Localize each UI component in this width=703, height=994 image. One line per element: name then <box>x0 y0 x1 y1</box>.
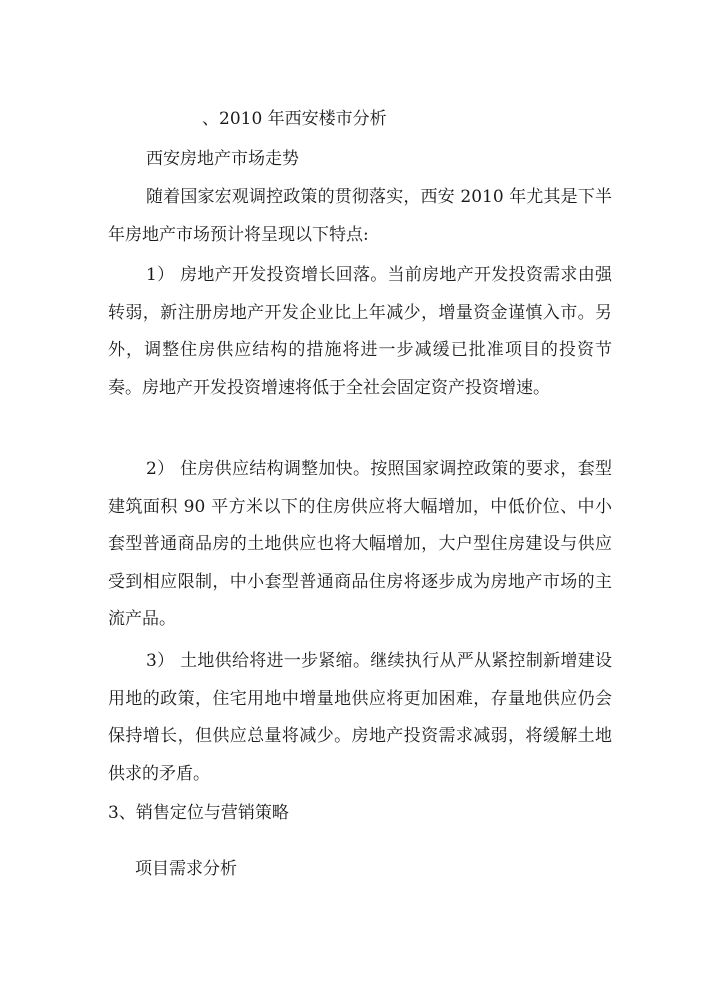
point-3-paragraph: 3） 土地供给将进一步紧缩。继续执行从严从紧控制新增建设用地的政策，住宅用地中增量地供应将更加困难，存量地供应仍会保持增长，但供应总量将减少。房地产投资需求减弱，将缓解土地供求的矛盾。 <box>108 651 612 784</box>
market-analysis-heading: 、2010 年西安楼市分析 <box>202 109 387 129</box>
point-2-paragraph: 2） 住房供应结构调整加快。按照国家调控政策的要求，套型建筑面积 90 平方米以下的住房供应将大幅增加，中低价位、中小套型普通商品房的土地供应也将大幅增加，大户型住房建设与供应受到相应限制，中小套型普通商品住房将逐步成为房地产市场的主流产品。 <box>108 459 612 629</box>
section-3-heading: 3、销售定位与营销策略 <box>108 803 289 823</box>
intro-paragraph: 随着国家宏观调控政策的贯彻落实，西安 2010 年尤其是下半年房地产市场预计将呈现以下特点: <box>108 187 612 245</box>
market-trend-heading: 西安房地产市场走势 <box>146 149 299 169</box>
point-1-paragraph: 1） 房地产开发投资增长回落。当前房地产开发投资需求由强转弱，新注册房地产开发企业比上年减少，增量资金谨慎入市。另外，调整住房供应结构的措施将进一步减缓已批准项目的投资节奏。房地产开发投资增速将低于全社会固定资产投资增速。 <box>108 265 612 398</box>
demand-analysis-heading: 项目需求分析 <box>135 859 237 879</box>
